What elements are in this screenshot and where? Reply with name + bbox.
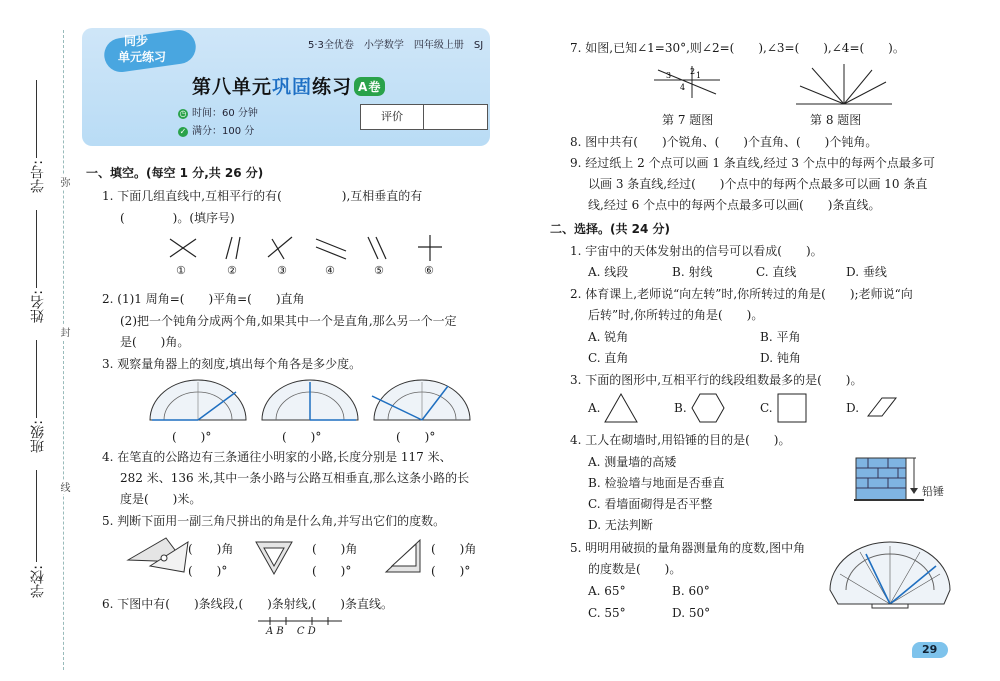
angle-degree-blank[interactable]: ( )° [188, 564, 228, 578]
page-number [912, 640, 952, 660]
option[interactable]: B. 检验墙与地面是否垂直 [588, 476, 725, 490]
sync-badge [90, 28, 210, 70]
question-1: 1. 下面几组直线中,互相平行的有( ),互相垂直的有 [102, 189, 423, 203]
svg-text:1: 1 [696, 71, 702, 80]
protractors-figure [140, 378, 480, 426]
option[interactable]: A. 线段 [588, 265, 629, 279]
option[interactable]: C. 55° [588, 606, 626, 620]
svg-text:3: 3 [666, 71, 672, 80]
hexagon-shape [690, 392, 726, 424]
question-4-cont: 282 米、136 米,其中一条小路与公路互相垂直,那么这条小路的长 [120, 471, 470, 485]
title-text: 第八单元 [192, 76, 273, 98]
question-9: 9. 经过纸上 2 个点可以画 1 条直线,经过 3 个点中的每两个点最多可 [570, 156, 935, 170]
choice-5-cont: 的度数是( )。 [588, 562, 682, 576]
evaluation-box [360, 104, 488, 130]
badge-text: 同步 [124, 34, 149, 48]
question-9-cont: 线,经过 6 个点中的每两个点最多可以画( )条直线。 [588, 198, 881, 212]
cut-line [63, 30, 65, 670]
choice-1: 1. 宇宙中的天体发射出的信号可以看成( )。 [570, 244, 823, 258]
question-9-cont: 以画 3 条直线,经过( )个点中的每两个点最多可以画 10 条直 [588, 177, 928, 191]
name-label: 姓名: [30, 290, 46, 323]
binding-gutter [0, 0, 90, 681]
figure-7-caption: 第 7 题图 [662, 113, 714, 127]
triangle-shape [603, 392, 639, 424]
question-4-cont: 度是( )米。 [120, 492, 202, 506]
cut-mark: 线 [58, 482, 69, 492]
question-4: 4. 在笔直的公路边有三条通往小明家的小路,长度分别是 117 米、 [102, 450, 452, 464]
choice-2: 2. 体育课上,老师说“向左转”时,你所转过的角是( );老师说“向 [570, 287, 913, 301]
svg-text:4: 4 [680, 83, 686, 92]
set-square-figures [124, 536, 464, 578]
school-label: 学校: [30, 565, 46, 598]
line-pairs-figure [160, 233, 460, 263]
choice-2-cont: 后转”时,你所转过的角是( )。 [588, 308, 764, 322]
time-text: 时间：60 分钟 [192, 108, 258, 119]
option[interactable]: A. 测量墙的高矮 [588, 455, 677, 469]
question-7: 7. 如图,已知∠1=30°,则∠2=( ),∠3=( ),∠4=( )。 [570, 41, 905, 55]
broken-protractor-figure [826, 540, 956, 610]
question-3: 3. 观察量角器上的刻度,填出每个角各是多少度。 [102, 357, 362, 371]
square-shape [774, 392, 810, 424]
unit-header [82, 28, 490, 146]
option[interactable]: B. 平角 [760, 330, 801, 344]
name-field[interactable] [36, 210, 38, 288]
cut-mark: 封 [58, 327, 69, 337]
pair-label: ⑥ [424, 264, 434, 277]
question-1-cont: ( )。(填序号) [120, 211, 235, 225]
pair-label: ⑤ [374, 264, 384, 277]
question-2: 2. (1)1 周角=( )平角=( )直角 [102, 292, 305, 306]
choice-5: 5. 明明用破损的量角器测量角的度数,图中角 [570, 541, 806, 555]
pair-label: ③ [277, 264, 287, 277]
time-info [178, 104, 258, 119]
section-fill-blank: 一、填空。(每空 1 分,共 26 分) [86, 166, 264, 180]
trapezoid-shape [862, 392, 898, 424]
section-choice: 二、选择。(共 24 分) [550, 222, 671, 236]
option[interactable]: A. 锐角 [588, 330, 629, 344]
series-label: 5·3全优卷 小学数学 四年级上册 SJ [308, 40, 484, 51]
option[interactable]: B. 射线 [672, 265, 713, 279]
option[interactable]: D. 无法判断 [588, 518, 653, 532]
plumb-label: 铅锤 [922, 485, 944, 498]
option[interactable]: A. 65° [588, 584, 626, 598]
option[interactable]: D. [846, 401, 860, 415]
pair-label: ② [227, 264, 237, 277]
school-field[interactable] [36, 470, 38, 562]
title-text: 练习 [312, 76, 353, 98]
question-2-part2: (2)把一个钝角分成两个角,如果其中一个是直角,那么另一个一定 [120, 314, 457, 328]
point-labels: A B C D [266, 626, 316, 637]
option[interactable]: B. 60° [672, 584, 710, 598]
option[interactable]: A. [588, 401, 601, 415]
badge-text: 单元练习 [118, 50, 167, 64]
protractor-answer[interactable]: ( )° [396, 430, 436, 444]
rays-figure [794, 62, 894, 106]
option[interactable]: C. 看墙面砌得是否平整 [588, 497, 713, 511]
svg-text:2: 2 [690, 67, 696, 76]
class-label: 班级: [30, 420, 46, 453]
option[interactable]: D. 50° [672, 606, 711, 620]
angle-degree-blank[interactable]: ( )° [312, 564, 352, 578]
page-number-text: 29 [922, 643, 938, 656]
question-8: 8. 图中共有( )个锐角、( )个直角、( )个钝角。 [570, 135, 878, 149]
student-id-field[interactable] [36, 80, 38, 158]
angle-type-blank[interactable]: ( )角 [312, 542, 358, 556]
angle-degree-blank[interactable]: ( )° [431, 564, 471, 578]
protractor-answer[interactable]: ( )° [172, 430, 212, 444]
class-field[interactable] [36, 340, 38, 418]
option[interactable]: C. [760, 401, 773, 415]
pair-label: ④ [325, 264, 335, 277]
clock-icon: ◷ [179, 109, 187, 118]
score-text: 满分：100 分 [192, 126, 255, 137]
evaluation-label: 评价 [361, 105, 424, 129]
student-id-label: 学号: [30, 160, 46, 193]
protractor-answer[interactable]: ( )° [282, 430, 322, 444]
cut-mark: 弥 [58, 177, 69, 187]
version-tag: A卷 [354, 77, 385, 96]
question-5: 5. 判断下面用一副三角尺拼出的角是什么角,并写出它们的度数。 [102, 514, 446, 528]
evaluation-field[interactable] [424, 105, 487, 129]
page-title [192, 72, 385, 99]
choice-3: 3. 下面的图形中,互相平行的线段组数最多的是( )。 [570, 373, 863, 387]
option[interactable]: D. 垂线 [846, 265, 887, 279]
angle-type-blank[interactable]: ( )角 [431, 542, 477, 556]
figure-8-caption: 第 8 题图 [810, 113, 862, 127]
choice-4: 4. 工人在砌墙时,用铅锤的目的是( )。 [570, 433, 791, 447]
title-highlight: 巩固 [272, 76, 313, 98]
option[interactable]: D. 钝角 [760, 351, 801, 365]
question-2-part2-cont: 是( )角。 [120, 335, 190, 349]
pair-label: ① [176, 264, 186, 277]
option[interactable]: B. [674, 401, 687, 415]
option[interactable]: C. 直线 [756, 265, 797, 279]
score-info [178, 122, 254, 137]
option[interactable]: C. 直角 [588, 351, 629, 365]
angle-type-blank[interactable]: ( )角 [188, 542, 234, 556]
question-6: 6. 下图中有( )条线段,( )条射线,( )条直线。 [102, 597, 393, 611]
check-icon: ✓ [179, 127, 187, 136]
angle-1-figure [652, 64, 722, 104]
